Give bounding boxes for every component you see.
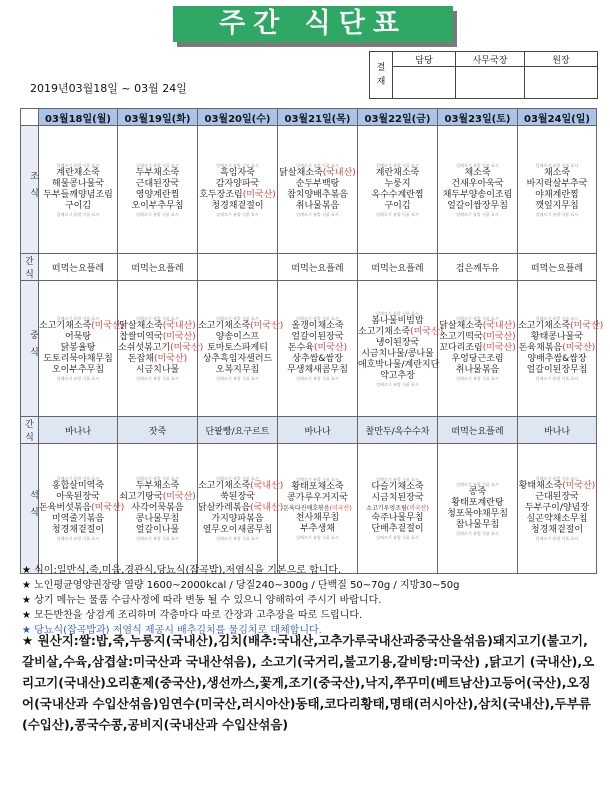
allergy-note: 알레르기 유발 식품 표시	[456, 316, 499, 321]
menu-item: 황태포채소죽	[291, 482, 344, 492]
snack-item: 바나나	[39, 417, 118, 444]
menu-item: 닭살채소죽(국내산)	[119, 321, 196, 331]
snack-item: 바나나	[518, 417, 597, 444]
allergy-note: 알레르기 유발 식품 표시	[216, 376, 259, 381]
snack-item: 단팥빵/요구르트	[198, 417, 278, 444]
meal-cell	[518, 281, 604, 417]
menu-item: 소고기채소죽(미국산)	[198, 321, 284, 331]
menu-item: 닭살채소죽(국내산)	[439, 321, 516, 331]
menu-item: 오복지무침	[215, 365, 260, 375]
allergy-note: 알레르기 유발 식품 표시	[376, 310, 419, 316]
menu-item: 오이부추무침	[131, 200, 184, 211]
origin-info: ★ 원산지:쌀:밥,죽,누룽지(국내산),김치(배추:국내산,고추가루국내산과중국산을섞음)돼지고기(불고기,갈비살,수육,삼겹살:미국산과 국내산섞음), 소고기(국거리,불고기용,갈비탕:미국산) ,닭고기 (국내산),오리고기(국내산)오리훈제(중국산),생선까스,꽃게,조기(중국산),낙지,쭈꾸미(베트남산)고등어(국산),오징어(국내산과 수입산섞음)임연수(미국산,러시아산)동태,코다리황태,명태(러시아산),삼치(국내산),두부류(수입산),콩국수콩,공비지(국내산과 수입산섞음)	[22, 633, 595, 732]
meal-cell	[518, 126, 597, 254]
dish-list	[438, 487, 517, 531]
date-range: 2019년03월18일 ~ 03월 24일	[30, 82, 187, 95]
allergy-note: 알레르기 유발 식품 표시	[376, 381, 419, 387]
origin-tag: (미국산)	[410, 326, 444, 337]
menu-item: 양배추쌈&쌈장	[527, 354, 587, 364]
menu-item: 홍합살미역죽	[51, 481, 105, 491]
meal-cell-content	[198, 316, 284, 381]
menu-item: 계란채소죽	[56, 167, 100, 178]
allergy-note: 알레르기 유발 식품 표시	[535, 476, 579, 481]
dish-list	[358, 168, 437, 212]
menu-item: 토마토스파게티	[207, 343, 268, 353]
allergy-note: 알레르기 유발 식품 표시	[296, 316, 339, 321]
menu-item: 애호박나물/계란지단	[358, 359, 440, 370]
note-item: ★ 식이:일반식,죽,미음,경관식,당뇨식(잡곡밥),저염식을 기본으로 합니다.	[22, 565, 342, 576]
menu-item: 봄나물비빔밥	[371, 315, 424, 326]
dish-list	[39, 168, 117, 212]
menu-item: 계란채소죽	[375, 167, 420, 178]
origin-tag: (미국산)	[170, 343, 204, 353]
menu-item: 미역줄기볶음	[51, 514, 105, 524]
meal-cell	[198, 126, 278, 254]
menu-item: 흑임자죽	[220, 167, 255, 178]
meal-cell-content	[358, 163, 437, 217]
allergy-note: 알레르기 유발 식품 표시	[456, 162, 499, 168]
menu-item: 콩나물무침	[135, 514, 180, 524]
meal-cell-content	[39, 476, 125, 541]
meal-cell-content	[118, 476, 197, 541]
menu-item: 얼갈이된장무침	[526, 365, 588, 375]
allergy-note: 알레르기 유발 식품 표시	[535, 316, 579, 321]
snack-item: 떠먹는요플레	[39, 254, 118, 281]
snack-item: 떠먹는요플레	[358, 254, 438, 281]
meal-cell	[358, 444, 438, 574]
dish-list	[358, 482, 437, 535]
note-item: ★ 노인평균영양권장량 열량 1600~2000kcal / 당질240~300g / 단백질 50~70g / 지방30~50g	[22, 580, 460, 591]
snack-item: 떠먹는요플레	[118, 254, 198, 281]
menu-item: 채두부양송이조림	[442, 189, 513, 200]
menu-item: 두부채소죽	[135, 167, 180, 178]
meal-cell	[358, 126, 438, 254]
menu-item: 참치양배추볶음	[287, 189, 348, 200]
menu-item: 근대된장국	[535, 492, 579, 502]
menu-item: 청경채겉절이	[211, 200, 264, 211]
dish-list	[358, 315, 444, 382]
origin-tag: (미국산)	[162, 332, 196, 342]
section-label-lunch	[21, 281, 39, 417]
allergy-note: 알레르기 유발 식품 표시	[296, 162, 339, 168]
menu-item: 숙주나물무침	[371, 513, 424, 523]
dish-list	[518, 481, 596, 536]
allergy-note: 알레르기 유발 식품 표시	[216, 316, 259, 321]
section-text: 석식	[28, 490, 38, 524]
dish-list	[198, 168, 277, 212]
menu-item: 사각어묵볶음	[131, 503, 184, 513]
menu-item: 황태채소죽(미국산)	[518, 481, 596, 491]
allergy-note: 알레르기 유발 식품 표시	[216, 162, 259, 168]
menu-item: 콩가루우거지국	[287, 493, 348, 503]
allergy-note: 알레르기 유발 식품 표시	[296, 376, 339, 381]
menu-item: 소고기채소죽(국내산)	[198, 481, 284, 491]
meal-cell	[438, 444, 518, 574]
dish-list	[39, 321, 125, 376]
menu-item: 도토리묵야채무침	[43, 354, 113, 364]
meal-cell-content	[118, 316, 204, 381]
menu-item: 시금치나물/콩나물	[361, 348, 434, 359]
section-text: 중식	[28, 330, 38, 364]
allergy-note: 알레르기 유발 식품 표시	[56, 376, 100, 381]
allergy-note: 알레르기 유발 식품 표시	[216, 476, 259, 481]
menu-item: 바지락살부추국	[526, 178, 588, 189]
origin-tag: (국내산)	[322, 167, 356, 178]
meal-cell-content	[39, 316, 125, 381]
meal-cell-content	[518, 163, 596, 217]
origin-tag: (국내산)	[250, 503, 284, 513]
menu-item: 야채계란찜	[535, 189, 579, 200]
dinner-row	[21, 444, 597, 574]
approval-role: 담당	[393, 52, 456, 67]
snack-item: 떠먹는요플레	[438, 417, 518, 444]
meal-cell	[278, 126, 358, 254]
menu-item: 소고기채소죽(미국산)	[518, 321, 604, 331]
allergy-note: 알레르기 유발 식품 표시	[456, 211, 499, 217]
allergy-note: 알레르기 유발 식품 표시	[296, 535, 339, 540]
origin-tag: (미국산)	[482, 343, 516, 353]
menu-item: 청경채겉절이	[51, 525, 105, 535]
meal-cell-content	[278, 163, 357, 217]
meal-cell	[278, 281, 358, 417]
menu-item: 시금치나물	[135, 365, 180, 375]
day-header: 03월23일(토)	[438, 109, 518, 126]
origin-tag: (미국산)	[406, 505, 429, 512]
menu-item: 돈육다진애호볶음(미국산)	[283, 505, 352, 512]
allergy-note: 알레르기 유발 식품 표시	[296, 211, 339, 217]
meal-cell	[118, 126, 198, 254]
allergy-note: 알레르기 유발 식품 표시	[296, 477, 339, 482]
allergy-note: 알레르기 유발 식품 표시	[535, 536, 579, 541]
allergy-note: 알레르기 유발 식품 표시	[136, 316, 179, 321]
section-label-snack2: 간식	[21, 417, 39, 444]
origin-tag: (미국산)	[91, 503, 125, 513]
menu-item: 실곤약채소무침	[526, 514, 588, 524]
allergy-note: 알레르기 유발 식품 표시	[376, 535, 419, 540]
menu-item: 취나물볶음	[295, 200, 340, 211]
dish-list	[518, 168, 596, 212]
dish-list	[438, 321, 517, 376]
meal-cell-content	[358, 477, 437, 540]
day-header: 03월24일(일)	[518, 109, 597, 126]
menu-item: 참나물무침	[455, 519, 500, 530]
origin-tag: (미국산)	[570, 321, 604, 331]
menu-item: 취나물볶음	[455, 365, 500, 375]
day-header: 03월18일(월)	[39, 109, 118, 126]
day-header: 03월19일(화)	[118, 109, 198, 126]
origin-tag: (미국산)	[91, 321, 125, 331]
approval-label: 결 재	[370, 52, 393, 99]
meal-cell	[518, 444, 597, 574]
allergy-note: 알레르기 유발 식품 표시	[376, 162, 419, 168]
menu-item: 다슬기채소죽	[371, 482, 424, 492]
section-label-breakfast	[21, 126, 39, 254]
menu-item: 무생채새콤무침	[287, 365, 348, 375]
meal-cell	[39, 126, 118, 254]
menu-item: 돈육채볶음(미국산)	[518, 343, 596, 353]
menu-item: 열무오이새콤무침	[202, 525, 273, 535]
menu-item: 감자양파국	[215, 178, 260, 189]
menu-item: 얼갈이나물	[135, 525, 180, 535]
snack-item: 찰만두/옥수수차	[358, 417, 438, 444]
menu-item: 닭봉율탕	[60, 343, 96, 353]
menu-item: 얼갈이된장국	[291, 332, 344, 342]
menu-item: 약고추장	[380, 370, 415, 381]
allergy-note: 알레르기 유발 식품 표시	[535, 162, 579, 168]
origin-tag: (미국산)	[313, 343, 348, 353]
meal-cell	[198, 281, 284, 417]
allergy-note: 알레르기 유발 식품 표시	[376, 477, 419, 482]
notes-list	[22, 563, 596, 638]
approval-sign-box	[393, 67, 456, 99]
allergy-note: 알레르기 유발 식품 표시	[56, 162, 100, 168]
dish-list	[198, 481, 284, 536]
menu-item: 소고기채소죽(미국산)	[39, 321, 125, 331]
snack-item: 떠먹는요플레	[278, 254, 358, 281]
menu-item: 쇠고기탕국(미국산)	[119, 492, 196, 502]
meal-cell	[358, 281, 444, 417]
menu-item: 채소죽	[464, 167, 491, 178]
meal-cell-content	[39, 163, 117, 217]
dish-list	[278, 168, 357, 212]
menu-item: 깻잎지무침	[535, 200, 579, 211]
menu-item: 두부들깨양념조림	[43, 189, 113, 200]
menu-item: 해물콩나물국	[51, 178, 105, 189]
menu-item: 순두부백탕	[295, 178, 340, 189]
allergy-note: 알레르기 유발 식품 표시	[535, 211, 579, 217]
allergy-note: 알레르기 유발 식품 표시	[456, 481, 499, 487]
menu-item: 청경채겉절이	[530, 525, 584, 535]
snack-item: 바나나	[278, 417, 358, 444]
menu-item: 얼갈이쌈장무침	[447, 200, 508, 211]
menu-item: 황태포계란탕	[451, 497, 504, 508]
dish-list	[198, 321, 284, 376]
menu-item: 건새우아욱국	[451, 178, 504, 189]
origin-tag: (미국산)	[329, 505, 352, 512]
meal-cell-content	[438, 482, 517, 536]
meal-cell	[198, 444, 284, 574]
menu-item: 청포묵야채무침	[447, 508, 508, 519]
menu-item: 소쉬섯볶고기(미국산)	[118, 343, 204, 353]
allergy-note: 알레르기 유발 식품 표시	[216, 211, 259, 217]
dish-list	[278, 482, 357, 535]
meal-cell	[278, 444, 358, 574]
menu-item: 구이김	[64, 200, 92, 211]
menu-item: 돈육버섯볶음(미국산)	[39, 503, 125, 513]
note-item: ★ 모든반찬을 상검게 조리하며 각층마다 따로 간장과 고추장을 따로 드립니다.	[22, 610, 363, 621]
approval-sign-box	[456, 67, 525, 99]
snack1-row	[21, 254, 597, 281]
page-title: 주간 식단표	[173, 6, 453, 42]
origin-tag: (미국산)	[250, 321, 284, 331]
menu-item: 오이부추무침	[51, 365, 105, 375]
meal-cell-content	[118, 163, 197, 217]
allergy-note: 알레르기 유발 식품 표시	[535, 376, 579, 381]
menu-item: 상추흑임자샐러드	[202, 354, 273, 364]
menu-item: 단배추겉절이	[371, 524, 424, 534]
snack2-row	[21, 417, 597, 444]
menu-item: 채소죽	[543, 167, 571, 178]
menu-item: 닭살카레볶음(국내산)	[198, 503, 284, 513]
meal-cell-content	[198, 163, 277, 217]
snack-item	[198, 254, 278, 281]
origin-tag: (국내산)	[250, 481, 284, 491]
meal-cell-content	[278, 477, 357, 540]
allergy-note: 알레르기 유발 식품 표시	[136, 536, 179, 541]
corner-cell	[21, 109, 39, 126]
day-header-row	[21, 109, 597, 126]
snack-item: 잣죽	[118, 417, 198, 444]
lunch-row	[21, 281, 597, 417]
menu-item: 아욱된장국	[56, 492, 100, 502]
allergy-note: 알레르기 유발 식품 표시	[456, 376, 499, 381]
menu-item: 부추생채	[300, 524, 335, 534]
breakfast-row	[21, 126, 597, 254]
menu-item: 누룽지	[384, 178, 411, 189]
menu-item: 가지양파볶음	[211, 514, 264, 524]
menu-item: 소고기우엉조림(미국산)	[366, 505, 429, 512]
allergy-note: 알레르기 유발 식품 표시	[136, 211, 179, 217]
origin-text: 원산지:쌀:밥,죽,누룽지(국내산),김치(배추:국내산,고추가루국내산과중국산을섞음)돼지고기(불고기,갈비살,수육,삼겹살:미국산과 국내산섞음), 소고기(국거리,불고기용,갈비탕:미국산) ,닭고기 (국내산),오리고기(국내산)오리훈제(중국산),생선까스,꽃게,조기(중국산),낙지,쭈꾸미(베트남산)고등어(국산),오징어(국내산과 수입산섞음)임연수(미국산,러시아산)동태,코다리황태,명태(러시아산),삼치(국내산),두부류(수입산),콩국수콩,공비지(국내산과 수입산섞음)	[22, 633, 595, 732]
origin-tag: (미국산)	[242, 189, 276, 200]
menu-item: 두부구이/양념장	[525, 503, 589, 513]
menu-item: 시금치된장국	[371, 493, 424, 503]
meal-cell	[118, 444, 198, 574]
menu-item: 냉이된장국	[375, 337, 420, 348]
menu-item: 근대된장국	[135, 178, 180, 189]
allergy-note: 알레르기 유발 식품 표시	[56, 316, 100, 321]
origin-tag: (미국산)	[562, 481, 596, 491]
day-header: 03월22일(금)	[358, 109, 438, 126]
approval-role: 원장	[525, 52, 598, 67]
meal-cell-content	[518, 476, 596, 541]
meal-cell	[438, 126, 518, 254]
dish-list	[438, 168, 517, 212]
allergy-note: 알레르기 유발 식품 표시	[136, 376, 179, 381]
menu-item: 돈잡채(미국산)	[127, 354, 188, 364]
origin-tag: (미국산)	[562, 343, 596, 353]
menu-item: 호두장조림(미국산)	[199, 189, 276, 200]
snack-item: 검은깨두유	[438, 254, 518, 281]
allergy-note: 알레르기 유발 식품 표시	[216, 536, 259, 541]
origin-tag: (국내산)	[162, 321, 196, 331]
allergy-note: 알레르기 유발 식품 표시	[376, 211, 419, 217]
menu-item: 소고기떡국(미국산)	[439, 332, 516, 342]
dish-list	[518, 321, 604, 376]
origin-tag: (미국산)	[153, 354, 188, 364]
note-item: ★ 상기 메뉴는 물품 수급사정에 따라 변동 될 수 있으니 양해하여 주시기 바랍니다.	[22, 595, 382, 606]
menu-item: 천사채무침	[295, 513, 340, 523]
menu-item: 돈수육(미국산)	[287, 343, 348, 353]
meal-cell	[39, 444, 125, 574]
menu-item: 콩죽	[468, 486, 487, 497]
section-label-snack1: 간식	[21, 254, 39, 281]
menu-item: 양송이스프	[215, 332, 260, 342]
approval-sign-box	[525, 67, 598, 99]
allergy-note: 알레르기 유발 식품 표시	[136, 476, 179, 481]
meal-cell-content	[518, 316, 604, 381]
menu-item: 닭살채소죽(국내산)	[279, 167, 356, 178]
allergy-note: 알레르기 유발 식품 표시	[56, 536, 100, 541]
menu-item: 소고기채소죽(미국산)	[358, 326, 444, 337]
dish-list	[118, 168, 197, 212]
menu-item: 두부채소죽	[135, 481, 180, 491]
meal-cell-content	[438, 316, 517, 381]
dish-list	[278, 321, 357, 376]
snack-item: 떠먹는요플레	[518, 254, 597, 281]
menu-item: 찹쌀미역국(미국산)	[119, 332, 196, 342]
origin-tag: (국내산)	[482, 321, 516, 331]
origin-tag: (미국산)	[482, 332, 516, 342]
dish-list	[39, 481, 125, 536]
section-label-dinner	[21, 444, 39, 574]
dish-list	[118, 321, 204, 376]
meal-cell-content	[198, 476, 284, 541]
approval-table	[369, 51, 598, 99]
weekly-menu-table	[20, 108, 604, 574]
menu-item: 상추쌈&쌈장	[292, 354, 343, 364]
meal-cell	[39, 281, 125, 417]
allergy-note: 알레르기 유발 식품 표시	[56, 211, 100, 217]
day-header: 03월20일(수)	[198, 109, 278, 126]
meal-cell-content	[438, 163, 517, 217]
title-banner	[173, 6, 453, 42]
origin-tag: (미국산)	[162, 492, 196, 502]
allergy-note: 알레르기 유발 식품 표시	[136, 162, 179, 168]
approval-role: 사무국장	[456, 52, 525, 67]
meal-cell	[118, 281, 204, 417]
menu-item: 우엉당근조림	[451, 354, 504, 364]
note-item-blue: ★ 당뇨식(잡곡밥과) 저염식 제공시 배추김치를 물김치로 대체합니다.	[22, 625, 322, 636]
dish-list	[118, 481, 197, 536]
menu-item: 영양계란찜	[135, 189, 180, 200]
menu-item: 구이김	[384, 200, 411, 211]
allergy-note: 알레르기 유발 식품 표시	[56, 476, 100, 481]
menu-item: 어묵탕	[64, 332, 92, 342]
day-header: 03월21일(목)	[278, 109, 358, 126]
meal-cell-content	[278, 316, 357, 381]
menu-item: 황태콩나물국	[530, 332, 584, 342]
menu-item: 꼬다리조림(미국산)	[439, 343, 516, 353]
meal-cell-content	[358, 310, 444, 387]
menu-item: 쑥된장국	[220, 492, 255, 502]
menu-item: 옥수수계란찜	[371, 189, 424, 200]
allergy-note: 알레르기 유발 식품 표시	[456, 530, 499, 536]
menu-item: 올갱이채소죽	[291, 321, 344, 331]
section-text: 조식	[28, 171, 38, 205]
meal-cell	[438, 281, 518, 417]
